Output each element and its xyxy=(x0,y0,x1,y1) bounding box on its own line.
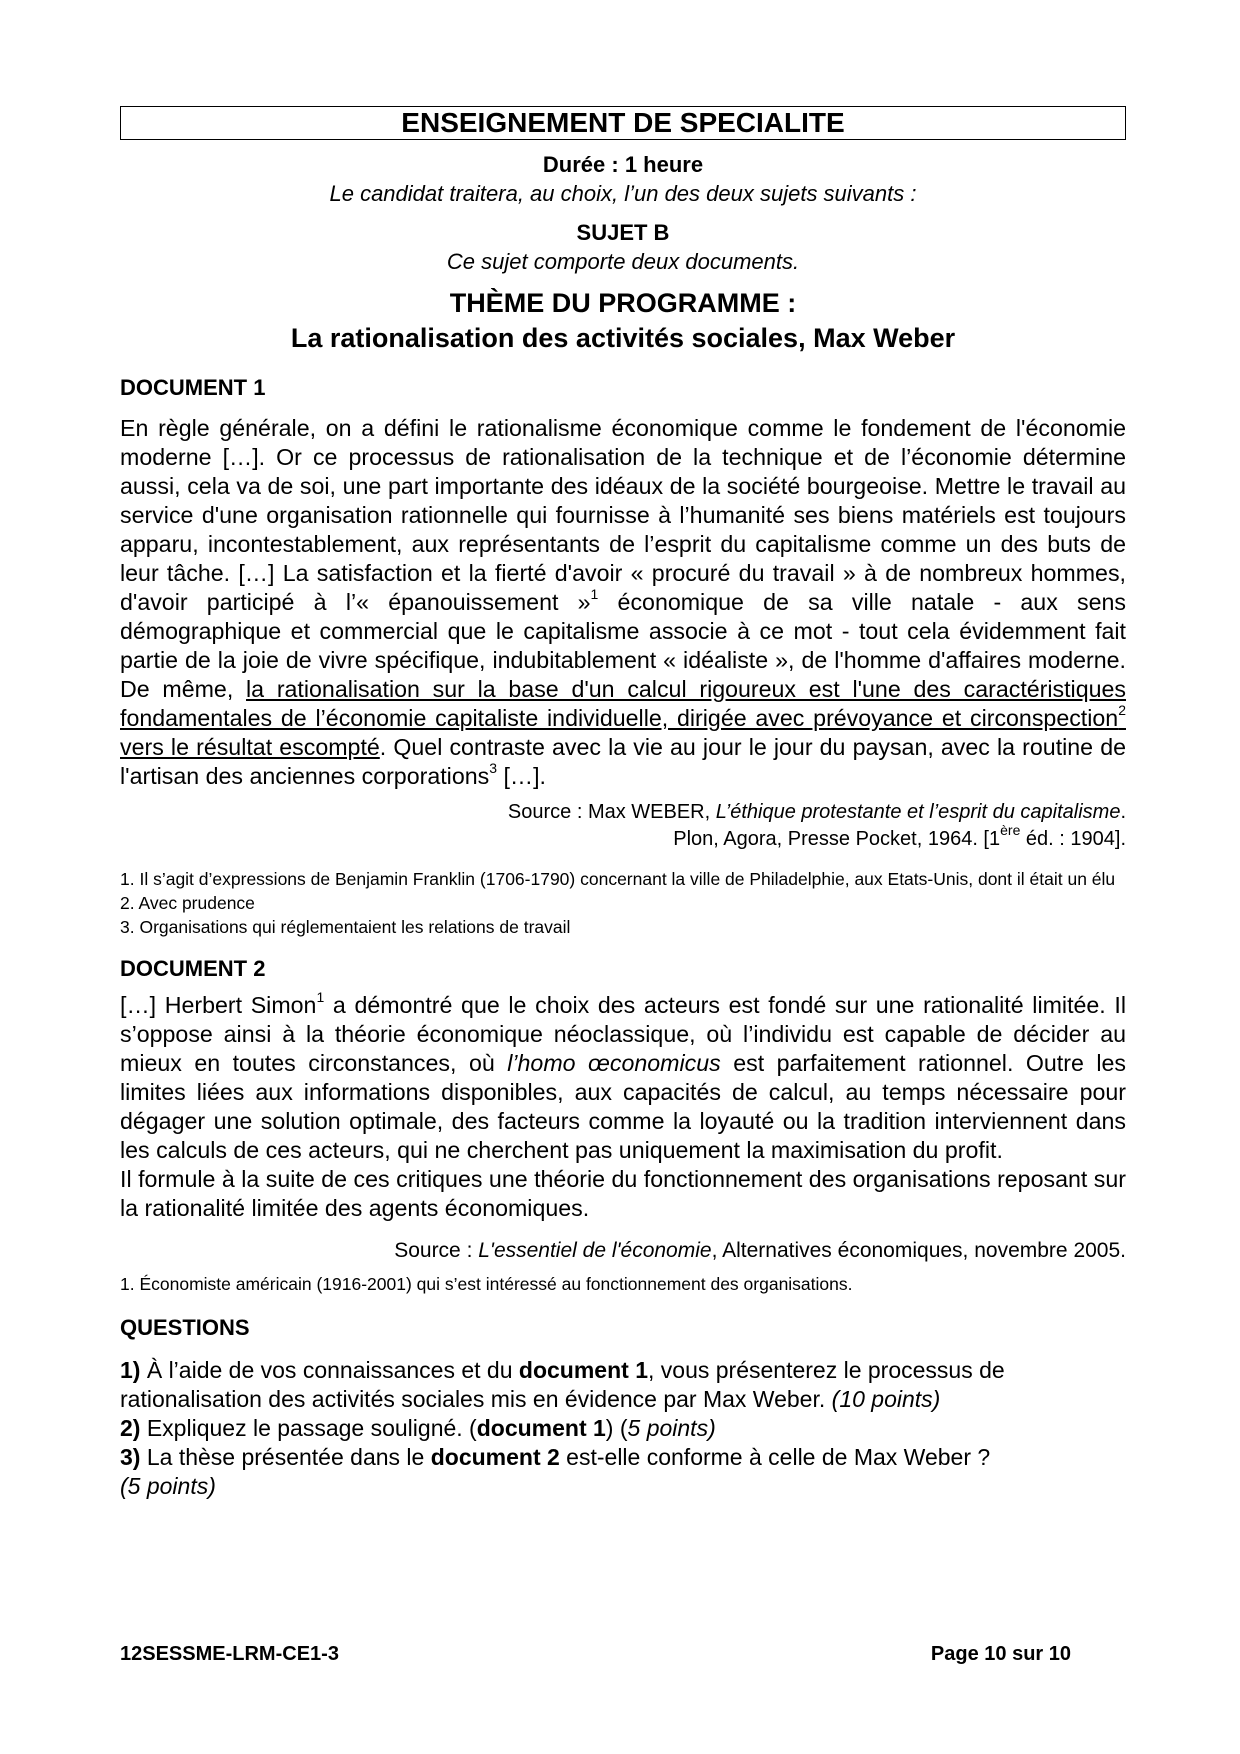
underlined-passage-a: la rationalisation sur la base d'un calcul rigoureux est l'une des caractéristiques fondamentales de l’économie capitaliste individuelle, dirigée avec prévoyance et circonspection xyxy=(120,676,1126,731)
doc2-source-suffix: , Alternatives économiques, novembre 2005. xyxy=(711,1239,1126,1262)
question-1 xyxy=(120,1356,1126,1414)
q2-text-b: ) ( xyxy=(605,1415,628,1441)
doc2-part-1c: est parfaitement rationnel. Outre les limites liées aux informations disponibles, aux capacités de calcul, au temps nécessaire pour dégager une solution optimale, des facteurs comme la loyauté ou la tradition interviennent dans les calculs de ces acteurs, qui ne cherchent pas uniquement la maximisation du profit. xyxy=(120,1050,1126,1163)
source-suffix: . xyxy=(1120,801,1126,823)
exam-code: 12SESSME-LRM-CE1-3 xyxy=(120,1643,339,1665)
duration: Durée : 1 heure xyxy=(542,152,704,177)
note-1: 1. Il s’agit d’expressions de Benjamin Franklin (1706-1790) concernant la ville de Philadelphie, aux Etats-Unis, dont il était un élu xyxy=(120,869,1116,889)
page-number: Page 10 sur 10 xyxy=(930,1643,1071,1665)
note-3: 3. Organisations qui réglementaient les relations de travail xyxy=(120,917,571,937)
doc2-part-1a: […] Herbert Simon xyxy=(120,992,317,1018)
source-edition-sup: ère xyxy=(1000,822,1021,839)
note-2: 2. Avec prudence xyxy=(120,893,255,913)
document-2-source xyxy=(120,1237,1126,1264)
doc2-source-prefix: Source : xyxy=(394,1239,479,1262)
document-2-text-p2: Il formule à la suite de ces critiques une théorie du fonctionnement des organisations reposant sur la rationalité limitée des agents économiques. xyxy=(120,1166,1126,1221)
source-line-1 xyxy=(120,799,1126,826)
question-2 xyxy=(120,1414,1126,1443)
source-line-2 xyxy=(120,822,1126,853)
subject-label: SUJET B xyxy=(576,220,670,245)
source-line-2b: éd. : 1904]. xyxy=(1020,828,1126,850)
q1-points: (10 points) xyxy=(831,1386,941,1412)
document-1-notes xyxy=(120,867,1126,939)
footnote-ref-3: 3 xyxy=(489,760,497,777)
doc2-footnote-ref-1: 1 xyxy=(316,989,325,1006)
doc1-part-3: . Quel contraste avec la vie au jour le jour du paysan, avec la routine de l'artisan des anciennes corporations xyxy=(120,734,1126,789)
q2-number: 2) xyxy=(120,1415,141,1441)
document-2-note: 1. Économiste américain (1916-2001) qui s’est intéressé au fonctionnement des organisations. xyxy=(120,1274,853,1294)
page-footer xyxy=(120,1643,1071,1666)
question-3 xyxy=(120,1443,1126,1472)
doc1-part-4: […]. xyxy=(497,763,546,789)
q3-number: 3) xyxy=(120,1444,141,1470)
page-content xyxy=(120,106,1126,1501)
q1-number: 1) xyxy=(120,1357,141,1383)
q3-text-b: est-elle conforme à celle de Max Weber ? xyxy=(559,1444,991,1470)
q2-points: 5 points) xyxy=(627,1415,716,1441)
banner: ENSEIGNEMENT DE SPECIALITE xyxy=(120,106,1126,140)
document-2-text xyxy=(120,991,1126,1165)
document-2-heading: DOCUMENT 2 xyxy=(120,956,266,981)
source-title: L’éthique protestante et l’esprit du capitalisme xyxy=(715,801,1121,823)
document-1-source xyxy=(120,799,1126,853)
theme-title: La rationalisation des activités sociales, Max Weber xyxy=(290,323,956,353)
q1-text-a: À l’aide de vos connaissances et du xyxy=(140,1357,519,1383)
homo-oeconomicus: l’homo œconomicus xyxy=(507,1050,721,1076)
doc1-part-2: économique de sa ville natale - aux sens démographique et commercial que le capitalisme associe à ce mot - tout cela évidemment fait partie de la joie de vivre spécifique, indubitablement « idéaliste », de l'homme d'affaires moderne. De même, xyxy=(120,589,1126,702)
q2-doc-ref: document 1 xyxy=(476,1415,606,1441)
source-prefix: Source : Max WEBER, xyxy=(507,801,716,823)
document-1-text xyxy=(120,414,1126,791)
theme-label: THÈME DU PROGRAMME : xyxy=(449,288,797,318)
q2-text-a: Expliquez le passage souligné. ( xyxy=(140,1415,477,1441)
q1-doc-ref: document 1 xyxy=(518,1357,648,1383)
document-1-heading: DOCUMENT 1 xyxy=(120,375,266,400)
doc2-part-1b: a démontré que le choix des acteurs est fondé sur une rationalité limitée. Il s’oppose ainsi à la théorie économique néoclassique, où l’individu est capable de décider au mieux en toutes circonstances, où xyxy=(120,992,1126,1076)
subject-note: Ce sujet comporte deux documents. xyxy=(446,249,800,274)
q3-points: (5 points) xyxy=(120,1473,216,1499)
doc2-source-title: L'essentiel de l'économie xyxy=(478,1239,712,1262)
questions-heading: QUESTIONS xyxy=(120,1315,250,1340)
instruction: Le candidat traitera, au choix, l’un des deux sujets suivants : xyxy=(329,181,917,206)
q3-text-a: La thèse présentée dans le xyxy=(140,1444,431,1470)
q1-text-b: , vous présenterez le processus de rationalisation des activités sociales mis en évidence par Max Weber. xyxy=(120,1357,1005,1412)
footnote-ref-1: 1 xyxy=(590,586,599,603)
source-line-2a: Plon, Agora, Presse Pocket, 1964. [1 xyxy=(673,828,1001,850)
q3-doc-ref: document 2 xyxy=(430,1444,560,1470)
footnote-ref-2: 2 xyxy=(1118,702,1126,719)
doc1-part-1: En règle générale, on a défini le rationalisme économique comme le fondement de l'économie moderne […]. Or ce processus de rationalisation de la technique et de l’économie détermine aussi, cela va de soi, une part importante des idéaux de la société bourgeoise. Mettre le travail au service d'une organisation rationnelle qui fournisse à l’humanité ses biens matériels est toujours apparu, incontestablement, aux représentants de l’esprit du capitalisme comme un des buts de leur tâche. […] La satisfaction et la fierté d'avoir « procuré du travail » à de nombreux hommes, d'avoir participé à l’« épanouissement » xyxy=(120,415,1126,615)
underlined-passage-b: vers le résultat escompté xyxy=(120,734,380,760)
